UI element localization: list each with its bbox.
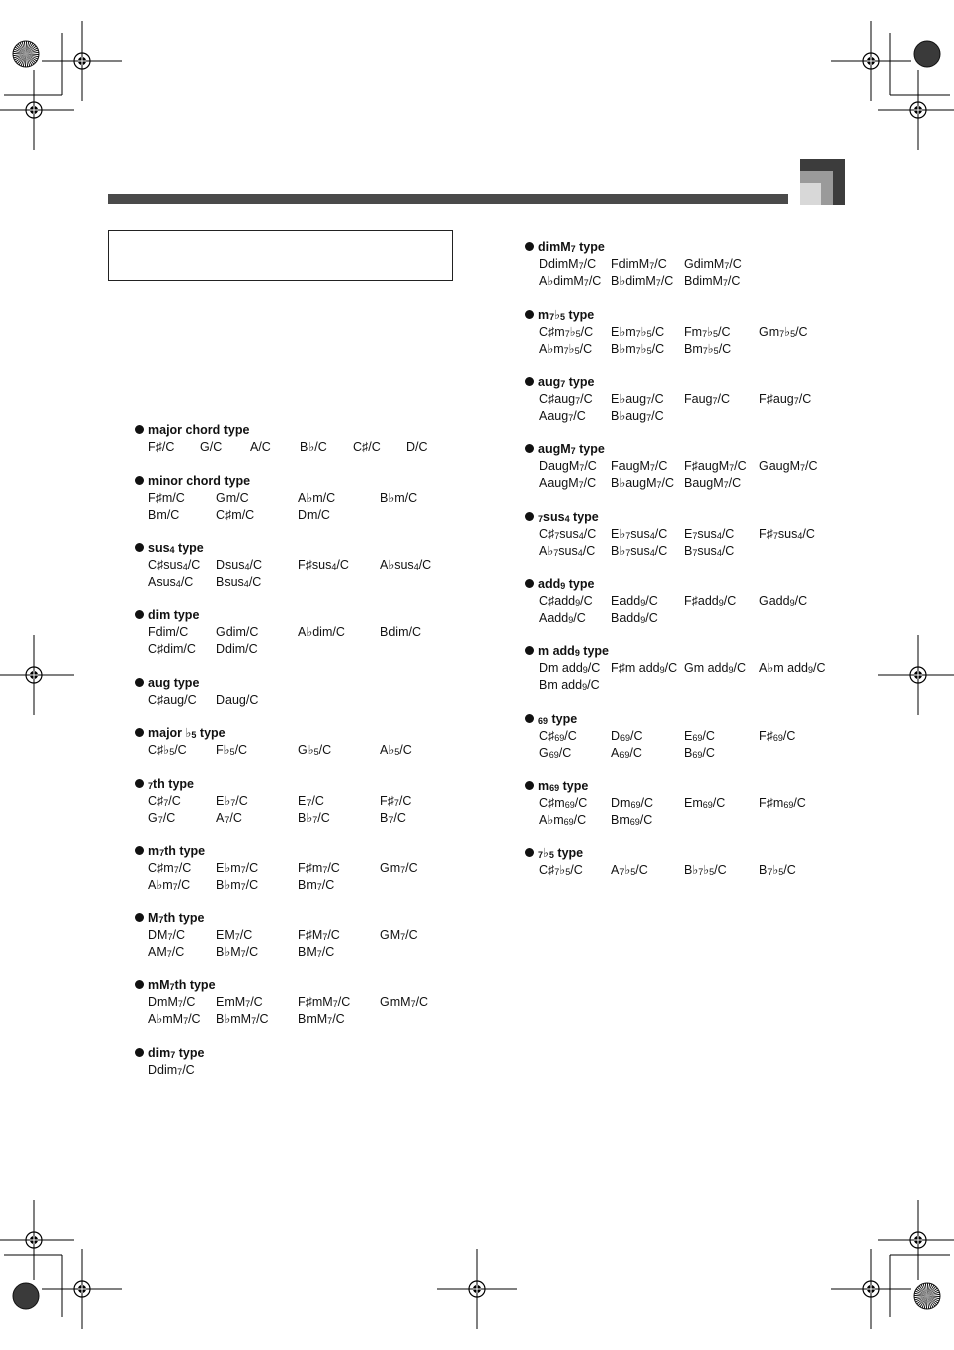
chord-name: A♭dimM$_7$/C <box>539 274 602 288</box>
chord-type-label: sus$_4$ type <box>148 541 204 555</box>
chord-name: $E_7/C$ <box>298 794 324 808</box>
chord-name: $A♭m_7♭_5/C$ <box>539 342 593 356</box>
bullet-icon <box>525 377 534 386</box>
chord-name: Bsus$_4$/C <box>216 575 262 589</box>
chord-name: $C♯_7/C$ <box>148 794 181 808</box>
bullet-icon <box>135 543 144 552</box>
chord-type-label: augM$_7$ type <box>538 442 605 456</box>
chord-name: $Em_{69}/C$ <box>684 796 726 810</box>
chord-name: DmM$_7$/C <box>148 995 196 1009</box>
chord-type-label: aug type <box>148 676 200 690</box>
chord-type-label: dim type <box>148 608 200 622</box>
chord-name: E♭aug$_7$/C <box>611 392 664 406</box>
chord-name: $B♭_7sus_4/C$ <box>611 544 668 558</box>
chord-name: $Gm_7♭_5/C$ <box>759 325 808 339</box>
chord-name: $E♭m_7♭_5/C$ <box>611 325 665 339</box>
chord-name: Badd$_9$/C <box>611 611 658 625</box>
chord-type-label: $m_7th$ type <box>148 844 206 858</box>
chord-name: Ddim/C <box>216 642 258 656</box>
chord-type-label: dimM$_7$ type <box>538 240 605 254</box>
chord-name: GdimM$_7$/C <box>684 257 742 271</box>
bullet-icon <box>525 444 534 453</box>
chord-name: $A♭_7sus_4/C$ <box>539 544 596 558</box>
bullet-icon <box>135 980 144 989</box>
chord-name: B♭m/C <box>380 491 418 505</box>
chord-name: A♭m add$_9$/C <box>759 661 826 675</box>
chord-name: $B_{69}/C$ <box>684 746 715 760</box>
chord-name: F♯m/C <box>148 491 185 505</box>
chord-name: $Gm_7/C$ <box>380 861 418 875</box>
chord-name: C♯sus$_4$/C <box>148 558 201 572</box>
chord-name: Gm/C <box>216 491 249 505</box>
chord-name: $A♭m_7/C$ <box>148 878 191 892</box>
header-bar <box>108 194 788 204</box>
chord-name: BaugM$_7$/C <box>684 476 742 490</box>
bullet-icon <box>135 476 144 485</box>
chord-name: $GM_7/C$ <box>380 928 418 942</box>
chord-name: $F♯M_7/C$ <box>298 928 340 942</box>
chord-type-label: $m_{69}$ type <box>538 779 589 793</box>
chord-name: $E_{69}/C$ <box>684 729 715 743</box>
chord-name: $C♯m_{69}/C$ <box>539 796 588 810</box>
chord-name: $C♯_{69}/C$ <box>539 729 577 743</box>
chord-name: FaugM$_7$/C <box>611 459 668 473</box>
bullet-icon <box>525 310 534 319</box>
bullet-icon <box>525 714 534 723</box>
chord-name: Gdim/C <box>216 625 259 639</box>
chord-type-title <box>135 1045 204 1063</box>
chord-name: B♭/C <box>300 440 327 454</box>
bullet-icon <box>135 846 144 855</box>
chord-name: Gadd$_9$/C <box>759 594 808 608</box>
chord-name: Gm add$_9$/C <box>684 661 746 675</box>
chord-name: $C♯_7sus_4/C$ <box>539 527 597 541</box>
chord-name: Dm add$_9$/C <box>539 661 601 675</box>
chord-name: $E♭_7sus_4/C$ <box>611 527 668 541</box>
chord-name: $B♭m_7♭_5/C$ <box>611 342 665 356</box>
chord-name: $Fm_7♭_5/C$ <box>684 325 731 339</box>
chord-name: $B♭_7/C$ <box>298 811 330 825</box>
bullet-icon <box>525 579 534 588</box>
chord-name: $B_7/C$ <box>380 811 406 825</box>
chord-type-title <box>525 374 594 392</box>
chord-name: $C♯♭_5/C$ <box>148 743 187 757</box>
chord-name: $E♭_7/C$ <box>216 794 248 808</box>
chord-name: $G_{69}/C$ <box>539 746 572 760</box>
chord-type-title <box>135 977 216 995</box>
chord-name: A/C <box>250 440 271 454</box>
chord-name: Eadd$_9$/C <box>611 594 658 608</box>
chord-name: $G♭_5/C$ <box>298 743 332 757</box>
chord-type-title <box>525 239 605 257</box>
chord-type-title <box>525 711 577 729</box>
chord-name: Bdim/C <box>380 625 421 639</box>
chord-name: $Bm_7♭_5/C$ <box>684 342 732 356</box>
chord-type-title <box>525 643 609 661</box>
chord-name: $Bm_{69}/C$ <box>611 813 653 827</box>
chord-type-title <box>135 540 204 558</box>
chord-name: $DM_7/C$ <box>148 928 185 942</box>
chord-name: $F♯_7/C$ <box>380 794 412 808</box>
chord-name: $F♯mM_7/C$ <box>298 995 351 1009</box>
chord-name: Dm/C <box>298 508 330 522</box>
chord-type-title <box>525 441 605 459</box>
chord-name: $A_7♭_5/C$ <box>611 863 648 877</box>
chord-name: $C♯m_7♭_5/C$ <box>539 325 594 339</box>
chord-name: Aaug$_7$/C <box>539 409 586 423</box>
chord-name: BmM$_7$/C <box>298 1012 345 1026</box>
heading-box <box>108 230 453 281</box>
chord-name: C♯dim/C <box>148 642 196 656</box>
chord-name: $EM_7/C$ <box>216 928 253 942</box>
chord-name: Bm add$_9$/C <box>539 678 600 692</box>
chord-type-label: $mM_7th$ type <box>148 978 216 992</box>
chord-type-title <box>135 473 250 489</box>
chord-name: $A_7/C$ <box>216 811 242 825</box>
chord-name: $B_7♭_5/C$ <box>759 863 796 877</box>
corner-tab-decoration <box>800 159 845 205</box>
bullet-icon <box>135 1048 144 1057</box>
chord-type-label: $m_7♭_5$ type <box>538 308 595 322</box>
chord-name: FdimM$_7$/C <box>611 257 667 271</box>
chord-name: C♯add$_9$/C <box>539 594 593 608</box>
chord-name: F♯add$_9$/C <box>684 594 737 608</box>
chord-name: Faug$_7$/C <box>684 392 731 406</box>
chord-name: A♭m/C <box>298 491 336 505</box>
chord-name: Daug/C <box>216 693 259 707</box>
chord-type-label: m add$_9$ type <box>538 644 610 658</box>
chord-name: $Bm_7/C$ <box>298 878 335 892</box>
chord-name: B♭augM$_7$/C <box>611 476 675 490</box>
bullet-icon <box>135 678 144 687</box>
chord-name: Bm/C <box>148 508 180 522</box>
chord-type-title <box>135 725 226 743</box>
chord-name: C♯aug/C <box>148 693 197 707</box>
chord-name: BdimM$_7$/C <box>684 274 741 288</box>
chord-name: Asus$_4$/C <box>148 575 194 589</box>
chord-type-title <box>135 776 194 794</box>
chord-name: $G_7/C$ <box>148 811 176 825</box>
chord-type-title <box>525 509 599 527</box>
bullet-icon <box>135 779 144 788</box>
chord-type-label: major chord type <box>148 423 250 437</box>
chord-name: $F♯_{69}/C$ <box>759 729 796 743</box>
chord-name: $B♭mM_7/C$ <box>216 1012 269 1026</box>
chord-name: F♯m add$_9$/C <box>611 661 678 675</box>
chord-type-title <box>525 307 594 325</box>
chord-name: Ddim$_7$/C <box>148 1063 195 1077</box>
bullet-icon <box>525 646 534 655</box>
bullet-icon <box>135 728 144 737</box>
chord-type-label: aug$_7$ type <box>538 375 595 389</box>
chord-name: $A♭mM_7/C$ <box>148 1012 201 1026</box>
chord-name: $A♭_5/C$ <box>380 743 412 757</box>
chord-type-title <box>135 422 249 438</box>
chord-name: B♭aug$_7$/C <box>611 409 664 423</box>
chord-name: C♯m/C <box>216 508 255 522</box>
chord-type-label: $_7$th type <box>148 777 194 791</box>
chord-name: DdimM$_7$/C <box>539 257 597 271</box>
chord-name: $E♭m_7/C$ <box>216 861 259 875</box>
chord-name: D/C <box>406 440 428 454</box>
bullet-icon <box>525 242 534 251</box>
bullet-icon <box>525 781 534 790</box>
chord-name: G/C <box>200 440 223 454</box>
chord-name: $D_{69}/C$ <box>611 729 643 743</box>
bullet-icon <box>525 848 534 857</box>
chord-type-label: dim$_7$ type <box>148 1046 205 1060</box>
chord-name: GaugM$_7$/C <box>759 459 818 473</box>
chord-name: A♭dim/C <box>298 625 345 639</box>
chord-name: C♯/C <box>353 440 381 454</box>
chord-type-label: $_7$sus$_4$ type <box>538 510 599 524</box>
chord-name: $B♭m_7/C$ <box>216 878 259 892</box>
chord-type-title <box>135 607 199 623</box>
chord-name: A♭sus$_4$/C <box>380 558 432 572</box>
bullet-icon <box>525 512 534 521</box>
chord-name: F♯sus$_4$/C <box>298 558 349 572</box>
chord-name: $E_7sus_4/C$ <box>684 527 735 541</box>
chord-type-label: major $♭_5$ type <box>148 726 226 740</box>
bullet-icon <box>135 425 144 434</box>
chord-name: Dsus$_4$/C <box>216 558 262 572</box>
chord-name: EmM$_7$/C <box>216 995 263 1009</box>
chord-name: $C♯_7♭_5/C$ <box>539 863 583 877</box>
bullet-icon <box>135 610 144 619</box>
chord-type-label: $M_7th$ type <box>148 911 205 925</box>
chord-name: $A_{69}/C$ <box>611 746 642 760</box>
chord-name: B♭dimM$_7$/C <box>611 274 674 288</box>
chord-name: $F♯m_7/C$ <box>298 861 340 875</box>
chord-type-title <box>525 845 583 863</box>
chord-type-label: add$_9$ type <box>538 577 595 591</box>
chord-name: Fdim/C <box>148 625 189 639</box>
chord-name: $F♯_7sus_4/C$ <box>759 527 815 541</box>
chord-name: C♯aug$_7$/C <box>539 392 593 406</box>
chord-name: $B♭_7♭_5/C$ <box>684 863 727 877</box>
chord-name: $F♯m_{69}/C$ <box>759 796 806 810</box>
chord-name: $B♭M_7/C$ <box>216 945 259 959</box>
chord-type-label: $_{69}$ type <box>538 712 578 726</box>
chord-type-title <box>525 778 588 796</box>
chord-type-title <box>525 576 594 594</box>
bullet-icon <box>135 913 144 922</box>
chord-name: AaugM$_7$/C <box>539 476 597 490</box>
chord-name: $BM_7/C$ <box>298 945 335 959</box>
chord-name: GmM$_7$/C <box>380 995 429 1009</box>
chord-name: $Dm_{69}/C$ <box>611 796 653 810</box>
chord-name: F♯/C <box>148 440 175 454</box>
chord-name: F♯aug$_7$/C <box>759 392 812 406</box>
chord-name: Aadd$_9$/C <box>539 611 586 625</box>
chord-type-label: $_7♭_5$ type <box>538 846 584 860</box>
chord-type-title <box>135 910 204 928</box>
chord-name: $B_7sus_4/C$ <box>684 544 735 558</box>
chord-name: $C♯m_7/C$ <box>148 861 192 875</box>
chord-type-title <box>135 843 205 861</box>
chord-name: F♯augM$_7$/C <box>684 459 747 473</box>
chord-type-label: minor chord type <box>148 474 251 488</box>
chord-name: $A♭m_{69}/C$ <box>539 813 587 827</box>
chord-type-title <box>135 675 199 691</box>
chord-name: $F♭_5/C$ <box>216 743 248 757</box>
chord-name: DaugM$_7$/C <box>539 459 597 473</box>
chord-name: $AM_7/C$ <box>148 945 185 959</box>
